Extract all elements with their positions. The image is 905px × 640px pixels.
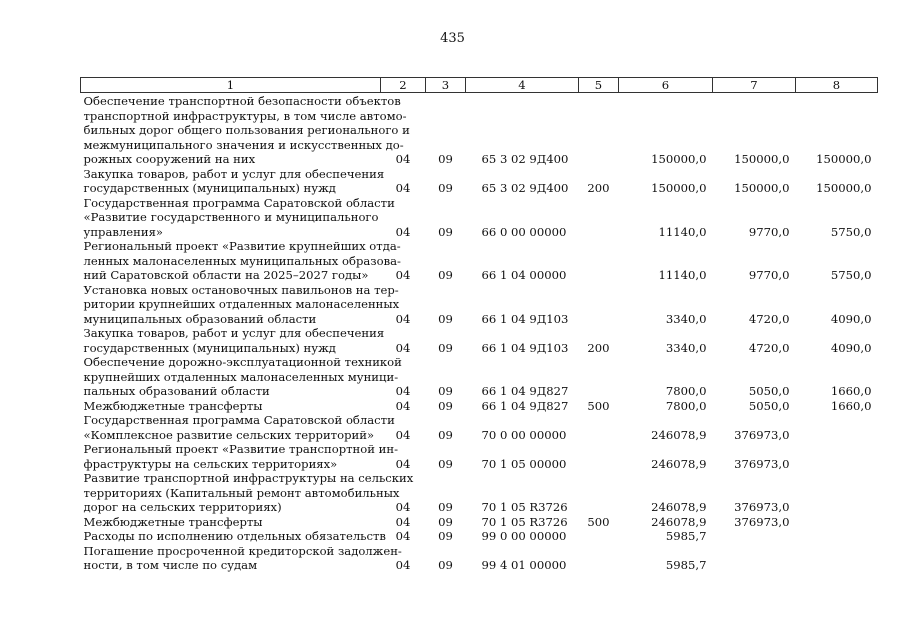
cell-amount-2025: 11140,0 (658, 224, 707, 239)
cell-section: 04 (395, 311, 411, 326)
cell-expense-type (579, 529, 619, 544)
cell-amount-2027 (796, 471, 878, 515)
cell-target-article: 70 1 05 R3726 (481, 500, 568, 514)
description-line: фраструктуры на сельских территориях» (83, 456, 338, 471)
cell-amount-2026: 4720,0 (748, 340, 790, 355)
cell-section: 04 (395, 152, 411, 166)
cell-expense-type (579, 283, 619, 327)
description-line: дорог на сельских территориях) (83, 500, 282, 514)
cell-amount-2027: 150000,0 (816, 181, 872, 195)
table-row (81, 239, 878, 283)
cell-amount-2026: 376973,0 (734, 514, 790, 529)
cell-expense-type (579, 355, 619, 399)
description-line: Расходы по исполнению отдельных обязательств (83, 529, 386, 543)
cell-subsection: 09 (438, 398, 453, 413)
cell-target-article: 66 1 04 9Д827 (481, 398, 569, 413)
description-line: ний Саратовской области на 2025–2027 годы» (83, 268, 369, 282)
row-description (81, 239, 401, 283)
header-col-6: 6 (619, 78, 713, 93)
cell-amount-2026: 376973,0 (734, 500, 790, 514)
cell-subsection: 09 (438, 427, 453, 442)
cell-expense-type (579, 93, 619, 167)
description-line: Государственная программа Саратовской области (83, 413, 395, 427)
header-row (81, 78, 878, 93)
cell-section: 04 (395, 500, 411, 514)
description-line: государственных (муниципальных) нужд (83, 181, 336, 195)
description-line: Закупка товаров, работ и услуг для обеспечения (83, 166, 385, 181)
description-line: бильных дорог общего пользования регионального и (83, 123, 410, 137)
cell-amount-2026: 9770,0 (748, 268, 790, 282)
cell-amount-2025: 246078,9 (651, 427, 707, 442)
budget-table (80, 77, 878, 573)
cell-amount-2026: 150000,0 (734, 152, 790, 166)
cell-target-article: 66 1 04 9Д827 (481, 384, 569, 398)
table-row (81, 442, 878, 471)
table-row (81, 399, 878, 414)
description-line: ности, в том числе по судам (83, 558, 258, 572)
cell-amount-2026 (713, 544, 796, 573)
cell-expense-type (579, 413, 619, 442)
description-line: Закупка товаров, работ и услуг для обеспечения (83, 326, 385, 340)
description-line: ритории крупнейших отдаленных малонаселенных (83, 297, 400, 311)
cell-section: 04 (395, 514, 411, 529)
row-description (81, 166, 385, 196)
table-row (81, 93, 878, 167)
row-description (81, 515, 381, 530)
header-col-4: 4 (466, 78, 579, 93)
header-col-5: 5 (579, 78, 619, 93)
cell-amount-2027 (796, 413, 878, 442)
cell-target-article: 70 1 05 R3726 (481, 514, 568, 529)
cell-target-article: 70 1 05 00000 (481, 456, 567, 471)
cell-section: 04 (395, 340, 411, 355)
table-row (81, 544, 878, 573)
cell-subsection: 09 (438, 384, 453, 398)
cell-amount-2026 (713, 529, 796, 544)
cell-amount-2026: 376973,0 (734, 456, 790, 471)
cell-subsection: 09 (438, 514, 453, 529)
description-line: пальных образований области (83, 384, 270, 398)
cell-amount-2027: 5750,0 (830, 268, 872, 282)
cell-section: 04 (395, 456, 411, 471)
description-line: государственных (муниципальных) нужд (83, 340, 336, 355)
cell-subsection: 09 (438, 529, 453, 543)
page-number: 435 (440, 31, 465, 46)
table-row (81, 413, 878, 442)
cell-amount-2025: 246078,9 (651, 514, 707, 529)
table-row (81, 196, 878, 240)
cell-subsection: 09 (438, 558, 453, 572)
cell-expense-type: 200 (587, 340, 610, 355)
table-row (81, 167, 878, 196)
cell-subsection: 09 (438, 224, 453, 239)
cell-amount-2025: 246078,9 (651, 456, 707, 471)
cell-target-article: 99 4 01 00000 (481, 558, 567, 572)
description-line: Региональный проект «Развитие крупнейших отда- (83, 239, 401, 253)
cell-section: 04 (395, 398, 411, 413)
row-description (81, 543, 402, 573)
cell-amount-2025: 246078,9 (651, 500, 707, 514)
cell-expense-type (579, 196, 619, 240)
cell-target-article: 66 1 04 00000 (481, 268, 567, 282)
row-description (81, 326, 385, 355)
cell-amount-2025: 5985,7 (665, 529, 707, 543)
cell-amount-2025: 3340,0 (665, 311, 707, 326)
description-line: Погашение просроченной кредиторской задолжен- (83, 543, 402, 558)
header-col-1: 1 (81, 78, 381, 93)
cell-subsection: 09 (438, 340, 453, 355)
cell-expense-type (579, 239, 619, 283)
cell-amount-2027: 4090,0 (830, 311, 872, 326)
cell-section: 04 (395, 427, 411, 442)
cell-amount-2027: 5750,0 (830, 224, 872, 239)
table-row (81, 529, 878, 544)
cell-amount-2025: 3340,0 (665, 340, 707, 355)
table-row (81, 515, 878, 530)
cell-amount-2025: 7800,0 (665, 398, 707, 413)
cell-target-article: 99 0 00 00000 (481, 529, 567, 543)
row-description (81, 399, 381, 414)
description-line: Развитие транспортной инфраструктуры на сельских (83, 471, 414, 485)
description-line: ленных малонаселенных муниципальных образова- (83, 253, 401, 268)
cell-subsection: 09 (438, 181, 453, 195)
row-description (81, 413, 395, 442)
cell-expense-type: 200 (587, 181, 610, 195)
cell-expense-type (579, 544, 619, 573)
cell-amount-2026: 5050,0 (748, 398, 790, 413)
header-col-8: 8 (796, 78, 878, 93)
description-line: Региональный проект «Развитие транспортной ин- (83, 442, 399, 456)
cell-amount-2027: 1660,0 (830, 398, 872, 413)
row-description (81, 529, 386, 544)
cell-expense-type (579, 442, 619, 471)
cell-target-article: 66 1 04 9Д103 (481, 340, 569, 355)
table-row (81, 283, 878, 327)
cell-amount-2026: 376973,0 (734, 427, 790, 442)
description-line: межмуниципального значения и искусственных до- (83, 137, 404, 152)
cell-amount-2025: 5985,7 (665, 558, 707, 572)
header-col-2: 2 (381, 78, 426, 93)
description-line: рожных сооружений на них (83, 152, 256, 166)
cell-amount-2025: 11140,0 (658, 268, 707, 282)
cell-target-article: 66 1 04 9Д103 (481, 311, 569, 326)
cell-amount-2027: 150000,0 (816, 152, 872, 166)
description-line: «Комплексное развитие сельских территорий» (83, 427, 375, 442)
cell-amount-2027 (796, 442, 878, 471)
row-description (81, 355, 402, 399)
description-line: управления» (83, 224, 163, 239)
header-col-7: 7 (713, 78, 796, 93)
cell-target-article: 66 0 00 00000 (481, 224, 567, 239)
description-line: Обеспечение транспортной безопасности объектов (83, 94, 401, 108)
description-line: Межбюджетные трансферты (83, 514, 263, 529)
description-line: «Развитие государственного и муниципального (83, 210, 379, 224)
cell-amount-2027: 1660,0 (830, 384, 872, 398)
row-description (81, 442, 399, 471)
cell-target-article: 65 3 02 9Д400 (481, 181, 569, 195)
description-line: крупнейших отдаленных малонаселенных муници- (83, 369, 399, 384)
cell-target-article: 70 0 00 00000 (481, 427, 567, 442)
description-line: Установка новых остановочных павильонов на тер- (83, 282, 399, 297)
description-line: Государственная программа Саратовской области (83, 195, 395, 210)
table-row (81, 326, 878, 355)
cell-subsection: 09 (438, 311, 453, 326)
cell-subsection: 09 (438, 500, 453, 514)
table-row (81, 355, 878, 399)
cell-section: 04 (395, 181, 411, 195)
cell-amount-2025: 150000,0 (651, 181, 707, 195)
cell-amount-2027: 4090,0 (830, 340, 872, 355)
cell-subsection: 09 (438, 152, 453, 166)
cell-section: 04 (395, 224, 411, 239)
cell-subsection: 09 (438, 268, 453, 282)
row-description (81, 282, 400, 327)
cell-amount-2027 (796, 544, 878, 573)
cell-section: 04 (395, 558, 411, 572)
cell-amount-2025: 150000,0 (651, 152, 707, 166)
cell-expense-type: 500 (587, 514, 610, 529)
cell-section: 04 (395, 268, 411, 282)
cell-section: 04 (395, 384, 411, 398)
row-description (81, 195, 395, 240)
cell-target-article: 65 3 02 9Д400 (481, 152, 569, 166)
cell-section: 04 (395, 529, 411, 543)
cell-amount-2026: 9770,0 (748, 224, 790, 239)
cell-subsection: 09 (438, 456, 453, 471)
description-line: Межбюджетные трансферты (83, 398, 263, 413)
cell-amount-2027 (796, 515, 878, 530)
cell-amount-2027 (796, 529, 878, 544)
description-line: Обеспечение дорожно-эксплуатационной техникой (83, 355, 402, 369)
description-line: территориях (Капитальный ремонт автомобильных (83, 485, 400, 500)
description-line: муниципальных образований области (83, 311, 317, 326)
description-line: транспортной инфраструктуры, в том числе автомо- (83, 108, 407, 123)
cell-expense-type: 500 (587, 398, 610, 413)
cell-amount-2026: 150000,0 (734, 181, 790, 195)
cell-expense-type (579, 471, 619, 515)
table-row (81, 471, 878, 515)
cell-amount-2026: 5050,0 (748, 384, 790, 398)
cell-amount-2025: 7800,0 (665, 384, 707, 398)
cell-amount-2026: 4720,0 (748, 311, 790, 326)
header-col-3: 3 (426, 78, 466, 93)
